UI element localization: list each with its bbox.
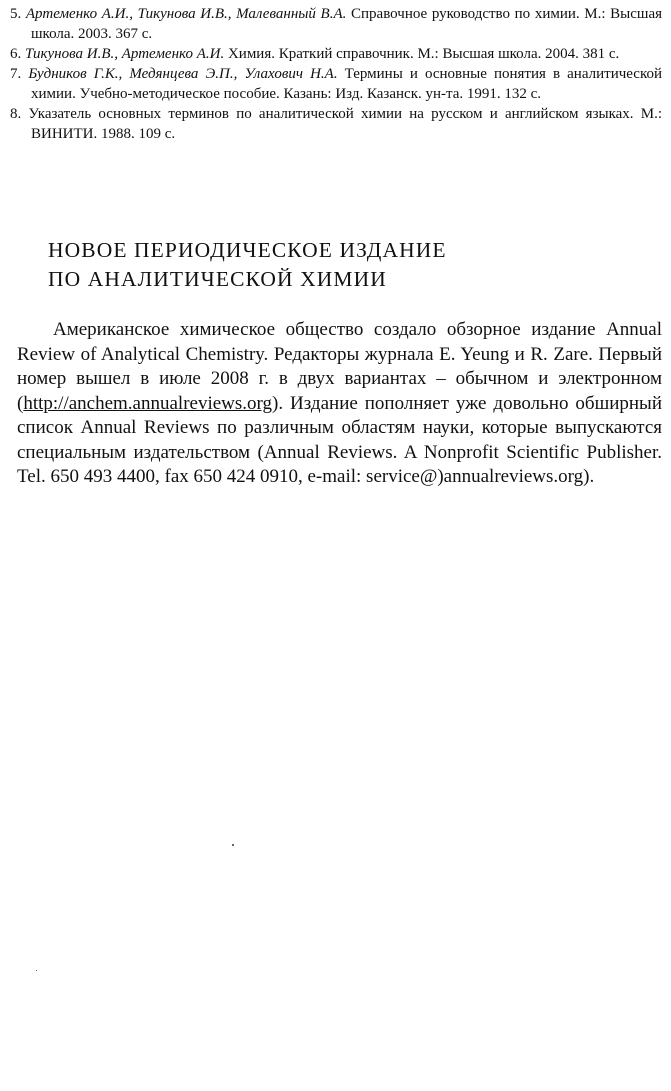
reference-number: 5. [10,6,22,22]
reference-authors: Тикунова И.В., Артеменко А.И. [25,46,225,62]
reference-number: 6. [10,46,22,62]
reference-item [10,44,662,64]
reference-item [10,64,662,104]
body-text-after-link: ). Издание пополняет уже довольно обширный список Annual Reviews по различным областям науки, которые выпускаются специальным издательством (Annual Reviews. A Nonprofit Scientific Publisher. Tel. 650 493 4400, fax 650 424 0910, e-mail: service@)annualreviews.org). [17,392,662,487]
body-text-before-link: Американское химическое общество создало обзорное издание Annual Review of Analytical Chemistry. Редакторы журнала E. Yeung и R. Zare. Первый номер вышел в июле 2008 г. в двух вариантах – обычном и электронном ( [17,319,662,414]
reference-number: 7. [10,66,22,82]
website-link[interactable]: http://anchem.annualreviews.org [23,392,273,414]
reference-text: Справочное руководство по химии. М.: Высшая школа. 2003. 367 с. [31,6,663,42]
reference-text: Химия. Краткий справочник. М.: Высшая школа. 2004. 381 с. [224,46,620,62]
reference-item [10,104,662,144]
scan-speck [36,970,37,971]
reference-item [10,4,662,44]
section-heading-line-1: НОВОЕ ПЕРИОДИЧЕСКОЕ ИЗДАНИЕ [48,238,447,262]
reference-authors: Артеменко А.И., Тикунова И.В., Малеванный В.А. [25,6,347,22]
scan-speck [232,844,234,846]
section-heading-line-2: ПО АНАЛИТИЧЕСКОЙ ХИМИИ [48,267,387,291]
reference-authors: Будников Г.К., Медянцева Э.П., Улахович Н.А. [28,66,338,82]
reference-list [10,4,662,144]
reference-text: Указатель основных терминов по аналитической химии на русском и английском языках. М.: ВИНИТИ. 1988. 109 с. [28,106,662,142]
body-paragraph [17,318,662,490]
reference-number: 8. [10,106,22,122]
reference-text: Термины и основные понятия в аналитической химии. Учебно-методическое пособие. Казань: Изд. Казанск. ун-та. 1991. 132 с. [31,66,663,102]
section-heading [48,236,648,294]
